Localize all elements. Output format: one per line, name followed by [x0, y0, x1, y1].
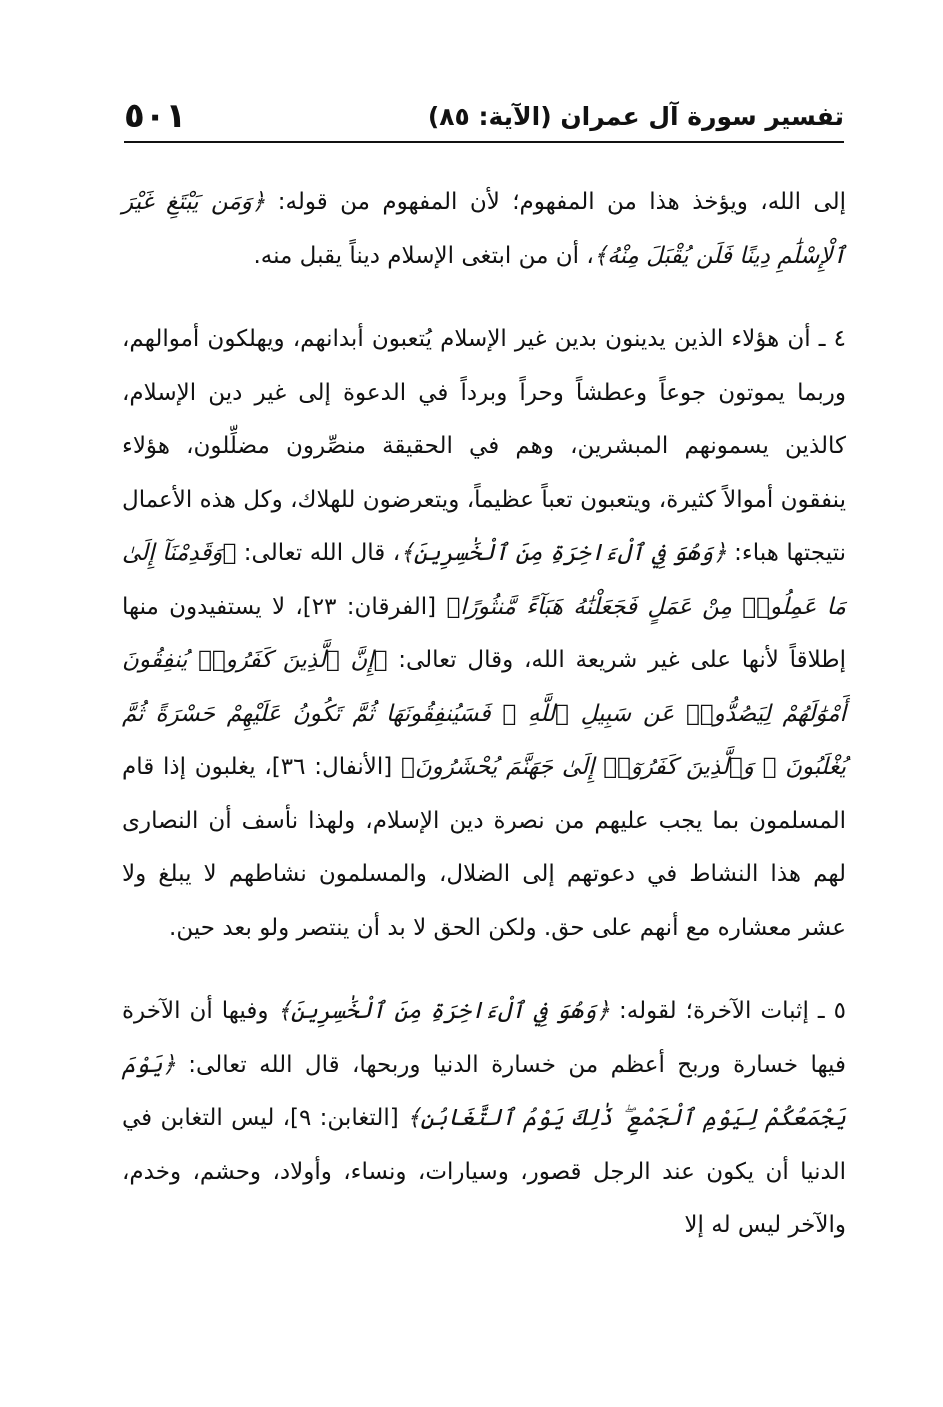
text-segment: ٤ ـ أن هؤلاء الذين يدينون بدين غير الإسلام يُتعبون أبدانهم، ويهلكون أموالهم، وربما يموتون جوعاً وعطشاً وحراً وبرداً في الدعوة إلى غير دين الإسلام، كالذين يسمونهم المبشرين، وهم في الحقيقة منصِّرون مضلِّلون، هؤلاء ينفقون أموالاً كثيرة، ويتعبون تعباً عظيماً، ويتعرضون للهلاك، وكل هذه الأعمال نتيجتها هباء: [122, 326, 846, 566]
page-number: ٥٠١ [124, 96, 187, 136]
text-segment: [الفرقان: ٢٣]، لا يستفيدون منها إطلاقاً لأنها على غير شريعة الله، وقال تعالى: [122, 593, 847, 673]
quran-verse: ﴿وَهُوَ فِي ٱلْءَاخِرَةِ مِنَ ٱلْخَٰسِرِينَ﴾ [400, 540, 727, 566]
text-segment: [التغابن: ٩]، ليس التغابن في الدنيا أن يكون عند الرجل قصور، وسيارات، ونساء، وأولاد، وحشم، وخدم، والآخر ليس له إلا [122, 1105, 846, 1238]
paragraph-gap [122, 283, 846, 313]
body-text [122, 176, 846, 1253]
quran-verse: ﴿وَقَدِمْنَآ إِلَىٰ مَا عَمِلُوا۟ مِنْ عَمَلٍ فَجَعَلْنَٰهُ هَبَآءً مَّنثُورًا﴾ [122, 540, 847, 620]
text-segment: ، أن من ابتغى الإسلام ديناً يقبل منه. [253, 242, 594, 269]
paragraph-3 [122, 985, 846, 1253]
page-header [124, 92, 844, 142]
quran-verse: ﴿إِنَّ ٱلَّذِينَ كَفَرُوا۟ يُنفِقُونَ أَمْوَٰلَهُمْ لِيَصُدُّوا۟ عَن سَبِيلِ ٱللَّهِ ۚ فَسَيُنفِقُونَهَا ثُمَّ تَكُونُ عَلَيْهِمْ حَسْرَةً ثُمَّ يُغْلَبُونَ ۗ وَٱلَّذِينَ كَفَرُوٓا۟ إِلَىٰ جَهَنَّمَ يُحْشَرُونَ﴾ [122, 647, 846, 780]
paragraph-1 [122, 176, 846, 283]
paragraph-2 [122, 313, 846, 955]
text-segment: [الأنفال: ٣٦]، يغلبون إذا قام المسلمون بما يجب عليهم من نصرة دين الإسلام، ولهذا نأسف أن النصارى لهم هذا النشاط في دعوتهم إلى الضلال، والمسلمون نشاطهم لا يبلغ ولا عشر معشاره مع أنهم على حق. ولكن الحق لا بد أن ينتصر ولو بعد حين. [122, 754, 846, 941]
text-segment: إلى الله، ويؤخذ هذا من المفهوم؛ لأن المفهوم من قوله: [265, 189, 847, 215]
text-segment: وفيها أن الآخرة فيها خسارة وربح أعظم من خسارة الدنيا وربحها، قال الله تعالى: [122, 998, 846, 1078]
paragraph-gap [122, 955, 846, 985]
text-segment: ٥ ـ إثبات الآخرة؛ لقوله: [610, 998, 846, 1024]
quran-verse: ﴿وَمَن يَبْتَغِ غَيْرَ ٱلْإِسْلَٰمِ دِينًا فَلَن يُقْبَلَ مِنْهُ﴾ [122, 189, 846, 269]
running-title: تفسير سورة آل عمران (الآية: ٨٥) [427, 102, 844, 131]
header-divider [124, 141, 844, 143]
quran-verse: ﴿وَهُوَ فِي ٱلْءَاخِرَةِ مِنَ ٱلْخَٰسِرِينَ﴾ [277, 998, 611, 1024]
text-segment: ، قال الله تعالى: [236, 540, 401, 566]
quran-verse: ﴿يَوْمَ يَجْمَعُكُمْ لِيَوْمِ ٱلْجَمْعِ ۖ ذَٰلِكَ يَوْمُ ٱلتَّغَابُنِ﴾ [122, 1051, 846, 1131]
